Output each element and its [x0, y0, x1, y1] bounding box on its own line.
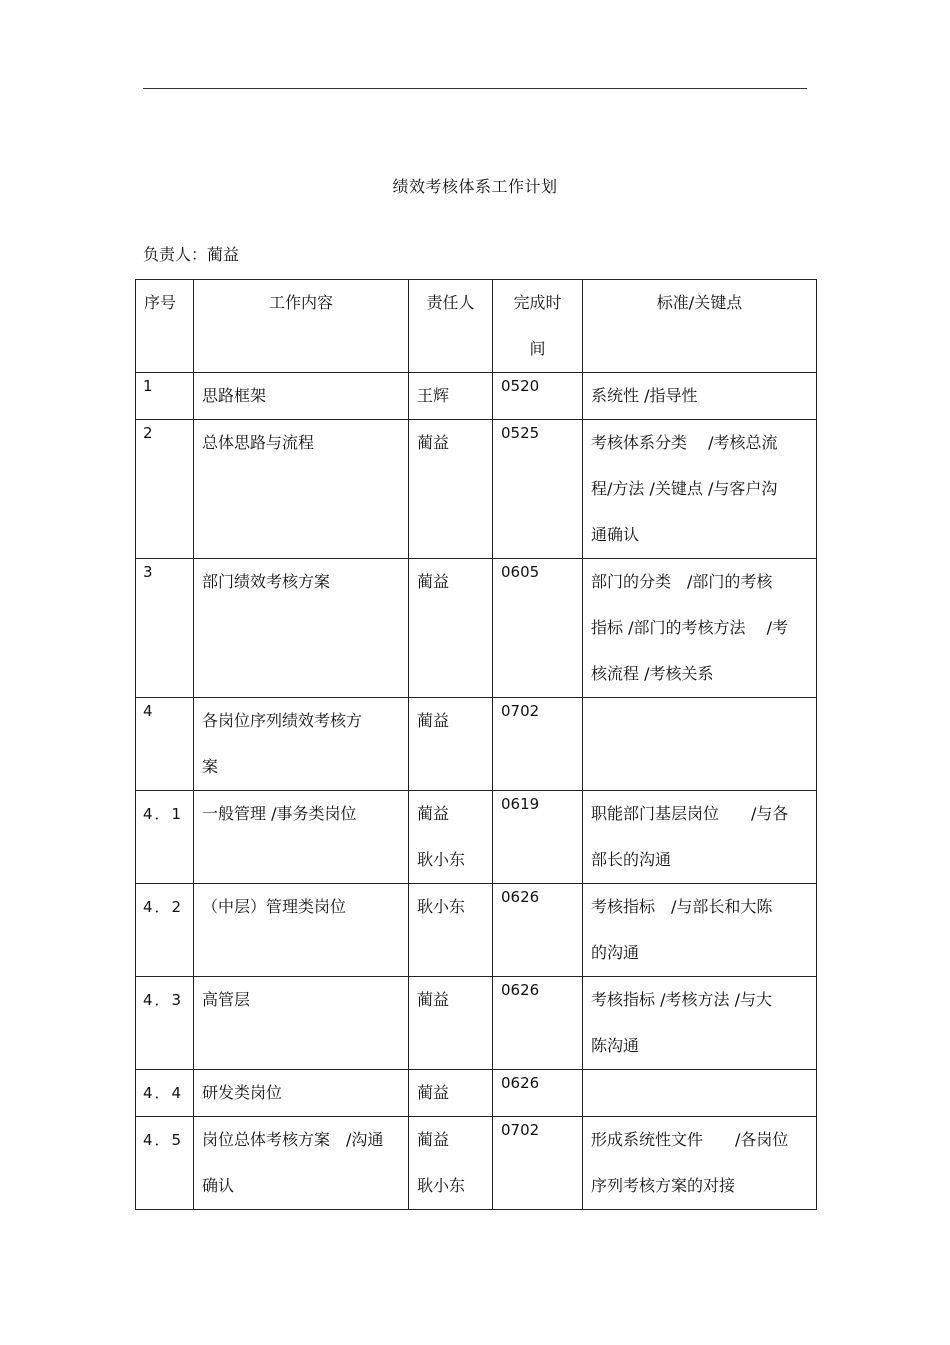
responsible-line: 蔺益	[417, 1130, 450, 1149]
document-title: 绩效考核体系工作计划	[392, 177, 558, 196]
header-rule	[143, 88, 807, 89]
cell-responsible	[409, 884, 493, 977]
content-line: 总体思路与流程	[202, 433, 315, 452]
cell-content	[194, 791, 409, 884]
owner-line	[143, 242, 239, 265]
content-line: 一般管理 /事务类岗位	[202, 804, 357, 823]
cell-content	[194, 1117, 409, 1210]
key-points-line: 形成系统性文件 /各岗位	[591, 1130, 789, 1149]
cell-key-points	[583, 791, 817, 884]
key-points-line: 系统性 /指导性	[591, 386, 698, 405]
cell-completion-time: 0626	[493, 1070, 583, 1117]
key-points-line: 考核指标 /与部长和大陈	[591, 897, 773, 916]
table-row	[136, 791, 817, 884]
key-points-line: 的沟通	[591, 943, 640, 962]
cell-content	[194, 1070, 409, 1117]
responsible-line: 耿小东	[417, 1176, 466, 1195]
cell-completion-time: 0702	[493, 698, 583, 791]
cell-content	[194, 420, 409, 559]
key-points-line: 考核指标 /考核方法 /与大	[591, 990, 772, 1009]
responsible-line: 蔺益	[417, 711, 450, 730]
content-line: 部门绩效考核方案	[202, 572, 331, 591]
cell-content	[194, 698, 409, 791]
cell-key-points	[583, 1070, 817, 1117]
key-points-line: 指标 /部门的考核方法 /考	[591, 618, 788, 637]
responsible-line: 蔺益	[417, 804, 450, 823]
key-points-line: 序列考核方案的对接	[591, 1176, 736, 1195]
table-row	[136, 1117, 817, 1210]
content-line: 案	[202, 757, 219, 776]
cell-key-points	[583, 884, 817, 977]
cell-number: 4．1	[136, 791, 194, 884]
cell-number: 4．3	[136, 977, 194, 1070]
content-line: 研发类岗位	[202, 1083, 283, 1102]
responsible-line: 耿小东	[417, 897, 466, 916]
table-row	[136, 420, 817, 559]
cell-content	[194, 373, 409, 420]
cell-responsible	[409, 420, 493, 559]
cell-responsible	[409, 791, 493, 884]
key-points-line: 陈沟通	[591, 1036, 640, 1055]
content-line: （中层）管理类岗位	[202, 897, 347, 916]
responsible-line: 蔺益	[417, 572, 450, 591]
header-completion-time: 完成时 间	[493, 280, 583, 373]
work-plan-table	[135, 279, 817, 1210]
table-row	[136, 698, 817, 791]
cell-key-points	[583, 1117, 817, 1210]
key-points-line: 核流程 /考核关系	[591, 664, 714, 683]
cell-content	[194, 884, 409, 977]
cell-content	[194, 977, 409, 1070]
cell-content	[194, 559, 409, 698]
table-row	[136, 977, 817, 1070]
table-row	[136, 373, 817, 420]
cell-key-points	[583, 698, 817, 791]
responsible-line: 耿小东	[417, 850, 466, 869]
content-line: 高管层	[202, 990, 251, 1009]
cell-completion-time: 0520	[493, 373, 583, 420]
cell-responsible	[409, 373, 493, 420]
key-points-line: 程/方法 /关键点 /与客户沟	[591, 479, 778, 498]
key-points-line: 通确认	[591, 525, 640, 544]
header-responsible: 责任人	[409, 280, 493, 373]
cell-responsible	[409, 1117, 493, 1210]
cell-number: 3	[136, 559, 194, 698]
cell-completion-time: 0619	[493, 791, 583, 884]
table-row	[136, 559, 817, 698]
cell-number: 4．5	[136, 1117, 194, 1210]
key-points-line: 部门的分类 /部门的考核	[591, 572, 773, 591]
cell-completion-time: 0626	[493, 884, 583, 977]
cell-completion-time: 0702	[493, 1117, 583, 1210]
key-points-line: 职能部门基层岗位 /与各	[591, 804, 789, 823]
cell-key-points	[583, 559, 817, 698]
key-points-line: 考核体系分类 /考核总流	[591, 433, 778, 452]
header-number: 序号	[136, 280, 194, 373]
cell-key-points	[583, 373, 817, 420]
content-line: 岗位总体考核方案 /沟通	[202, 1130, 384, 1149]
cell-completion-time: 0525	[493, 420, 583, 559]
cell-number: 4	[136, 698, 194, 791]
cell-responsible	[409, 977, 493, 1070]
content-line: 各岗位序列绩效考核方	[202, 711, 363, 730]
cell-responsible	[409, 698, 493, 791]
responsible-line: 蔺益	[417, 433, 450, 452]
cell-completion-time: 0605	[493, 559, 583, 698]
cell-responsible	[409, 559, 493, 698]
header-content: 工作内容	[194, 280, 409, 373]
content-line: 确认	[202, 1176, 235, 1195]
header-key-points: 标准/关键点	[583, 280, 817, 373]
content-line: 思路框架	[202, 386, 267, 405]
table-row	[136, 1070, 817, 1117]
responsible-line: 蔺益	[417, 990, 450, 1009]
cell-key-points	[583, 420, 817, 559]
cell-completion-time: 0626	[493, 977, 583, 1070]
owner-name: 蔺益	[207, 245, 240, 264]
cell-responsible	[409, 1070, 493, 1117]
key-points-line: 部长的沟通	[591, 850, 672, 869]
cell-number: 4．4	[136, 1070, 194, 1117]
table-row	[136, 884, 817, 977]
cell-number: 4．2	[136, 884, 194, 977]
cell-number: 1	[136, 373, 194, 420]
owner-label: 负责人：	[143, 245, 208, 264]
cell-number: 2	[136, 420, 194, 559]
responsible-line: 王辉	[417, 386, 450, 405]
table-header-row	[136, 280, 817, 373]
cell-key-points	[583, 977, 817, 1070]
responsible-line: 蔺益	[417, 1083, 450, 1102]
